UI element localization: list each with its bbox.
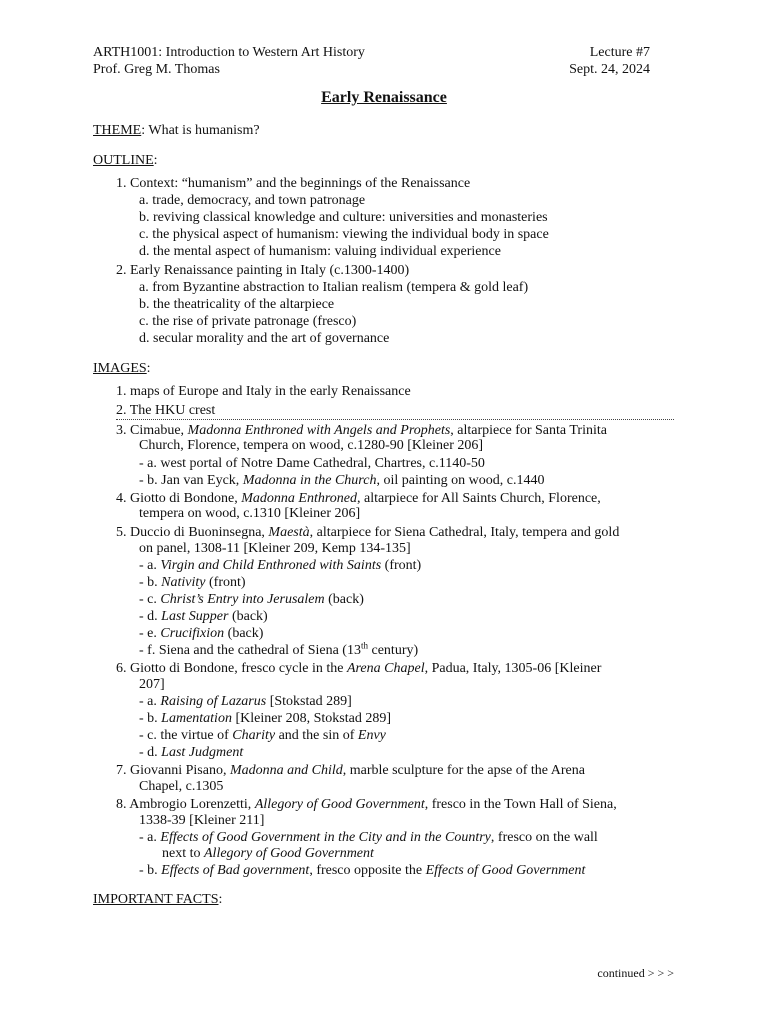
item-text: - c. the virtue of (139, 728, 233, 743)
item-text: century) (368, 643, 419, 658)
item-text: - f. Siena and the cathedral of Siena (13 (139, 643, 361, 658)
item-text: (back) (228, 609, 268, 624)
outline-colon: : (153, 153, 158, 168)
item-text: - d. (139, 745, 162, 760)
item-text: - a. (139, 694, 161, 709)
item-text: [Kleiner 208, Stokstad 289] (231, 711, 391, 726)
item-text: (back) (324, 592, 364, 607)
continued-note: continued > > > (597, 966, 674, 980)
item-text: , marble sculpture for the apse of the Arena (342, 763, 585, 778)
image-subitem (139, 744, 243, 761)
item-text: , fresco on the wall (490, 830, 598, 845)
item-text: - b. (139, 575, 162, 590)
theme-label: THEME (93, 123, 142, 138)
artwork-title: Madonna in the Church (242, 473, 377, 488)
item-text: , oil painting on wood, c.1440 (376, 473, 545, 488)
item-text: , altarpiece for Santa Trinita (450, 423, 607, 438)
item-text: (front) (381, 558, 422, 573)
image-item: 1. maps of Europe and Italy in the early Renaissance (116, 384, 411, 399)
image-subitem (139, 710, 391, 727)
item-text: , fresco opposite the (309, 863, 426, 878)
artwork-title: Madonna Enthroned with Angels and Prophets (187, 423, 451, 438)
artwork-title: Envy (357, 728, 386, 743)
artwork-title: Effects of Bad government (161, 863, 310, 878)
artwork-title: Maestà (268, 525, 310, 540)
item-text: , Padua, Italy, 1305-06 [Kleiner (424, 661, 602, 676)
artwork-title: Crucifixion (160, 626, 225, 641)
lecture-number: Lecture #7 (589, 45, 650, 60)
artwork-title: Effects of Good Government (425, 863, 586, 878)
image-item-continuation: Church, Florence, tempera on wood, c.1280-90 [Kleiner 206] (139, 438, 484, 453)
image-subitem (139, 608, 268, 625)
artwork-title: Nativity (161, 575, 206, 590)
facts-colon: : (218, 892, 223, 907)
outline-label: OUTLINE (93, 153, 154, 168)
course-title: ARTH1001: Introduction to Western Art History (93, 45, 365, 60)
image-subitem (139, 829, 598, 846)
item-text: (front) (205, 575, 246, 590)
image-item (116, 796, 617, 813)
item-text: 4. Giotto di Bondone, (116, 491, 242, 506)
outline-subitem: d. the mental aspect of humanism: valuing individual experience (139, 244, 501, 259)
item-text: 6. Giotto di Bondone, fresco cycle in the (116, 661, 347, 676)
image-item: 2. The HKU crest (116, 403, 216, 418)
outline-subitem: b. reviving classical knowledge and culture: universities and monasteries (139, 210, 548, 225)
artwork-title: Effects of Good Government in the City and in the Country (160, 830, 491, 845)
image-subitem (139, 557, 421, 574)
item-text: 3. Cimabue, (116, 423, 188, 438)
outline-subitem: c. the rise of private patronage (fresco) (139, 314, 357, 329)
image-subitem (139, 625, 263, 642)
professor-name: Prof. Greg M. Thomas (93, 62, 220, 77)
image-subitem: - a. west portal of Notre Dame Cathedral, Chartres, c.1140-50 (139, 456, 485, 471)
facts-label: IMPORTANT FACTS (93, 892, 219, 907)
images-label: IMAGES (93, 361, 147, 376)
image-subitem-continuation (162, 845, 374, 862)
artwork-title: Madonna and Child (229, 763, 343, 778)
image-item (116, 762, 585, 779)
image-subitem (139, 642, 418, 659)
outline-subitem: c. the physical aspect of humanism: viewing the individual body in space (139, 227, 549, 242)
outline-subitem: d. secular morality and the art of governance (139, 331, 390, 346)
item-text: - b. (139, 711, 162, 726)
item-text: - b. (139, 863, 162, 878)
image-item-continuation: Chapel, c.1305 (139, 779, 224, 794)
artwork-title: Lamentation (161, 711, 232, 726)
artwork-title: Christ’s Entry into Jerusalem (160, 592, 325, 607)
item-text: 7. Giovanni Pisano, (116, 763, 230, 778)
image-subitem (139, 574, 246, 591)
item-text: - d. (139, 609, 162, 624)
item-text: - a. (139, 558, 161, 573)
image-subitem (139, 591, 364, 608)
image-subitem (139, 693, 352, 710)
item-text: (back) (224, 626, 264, 641)
item-text: - c. (139, 592, 161, 607)
artwork-title: Madonna Enthroned (241, 491, 357, 506)
item-text: - a. (139, 830, 161, 845)
item-text: , fresco in the Town Hall of Siena, (424, 797, 617, 812)
item-text: , altarpiece for Siena Cathedral, Italy, tempera and gold (309, 525, 620, 540)
image-item-continuation: on panel, 1308-11 [Kleiner 209, Kemp 134-135] (139, 541, 411, 556)
images-heading (93, 360, 151, 377)
image-item-continuation: 207] (139, 677, 165, 692)
artwork-title: Charity (232, 728, 276, 743)
item-text: next to (162, 846, 204, 861)
images-colon: : (146, 361, 151, 376)
image-item-continuation: 1338-39 [Kleiner 211] (139, 813, 265, 828)
theme-text: : What is humanism? (141, 123, 260, 138)
item-text: - e. (139, 626, 161, 641)
theme-line (93, 122, 260, 139)
image-subitem (139, 472, 544, 489)
item-text: 5. Duccio di Buoninsegna, (116, 525, 269, 540)
artwork-title: Allegory of Good Government (204, 846, 374, 861)
image-subitem (139, 862, 585, 879)
dotted-divider (116, 419, 674, 420)
item-text: and the sin of (275, 728, 358, 743)
page-title: Early Renaissance (321, 89, 447, 106)
outline-heading (93, 152, 158, 169)
outline-subitem: a. from Byzantine abstraction to Italian realism (tempera & gold leaf) (139, 280, 529, 295)
artwork-title: Raising of Lazarus (160, 694, 267, 709)
artwork-title: Arena Chapel (346, 661, 425, 676)
item-text: [Stokstad 289] (266, 694, 352, 709)
item-text: - b. Jan van Eyck, (139, 473, 243, 488)
image-item-continuation: tempera on wood, c.1310 [Kleiner 206] (139, 506, 361, 521)
artwork-title: Last Supper (161, 609, 229, 624)
outline-item: 1. Context: “humanism” and the beginnings of the Renaissance (116, 176, 471, 191)
artwork-title: Allegory of Good Government (254, 797, 425, 812)
image-item (116, 524, 619, 541)
image-subitem (139, 727, 386, 744)
facts-heading (93, 891, 222, 908)
item-text: , altarpiece for All Saints Church, Florence, (356, 491, 601, 506)
item-text: 8. Ambrogio Lorenzetti, (116, 797, 255, 812)
artwork-title: Virgin and Child Enthroned with Saints (160, 558, 382, 573)
artwork-title: Last Judgment (161, 745, 244, 760)
lecture-date: Sept. 24, 2024 (569, 62, 650, 77)
outline-subitem: a. trade, democracy, and town patronage (139, 193, 366, 208)
image-item (116, 660, 601, 677)
outline-subitem: b. the theatricality of the altarpiece (139, 297, 335, 312)
superscript: th (360, 640, 368, 651)
outline-item: 2. Early Renaissance painting in Italy (c.1300-1400) (116, 263, 410, 278)
